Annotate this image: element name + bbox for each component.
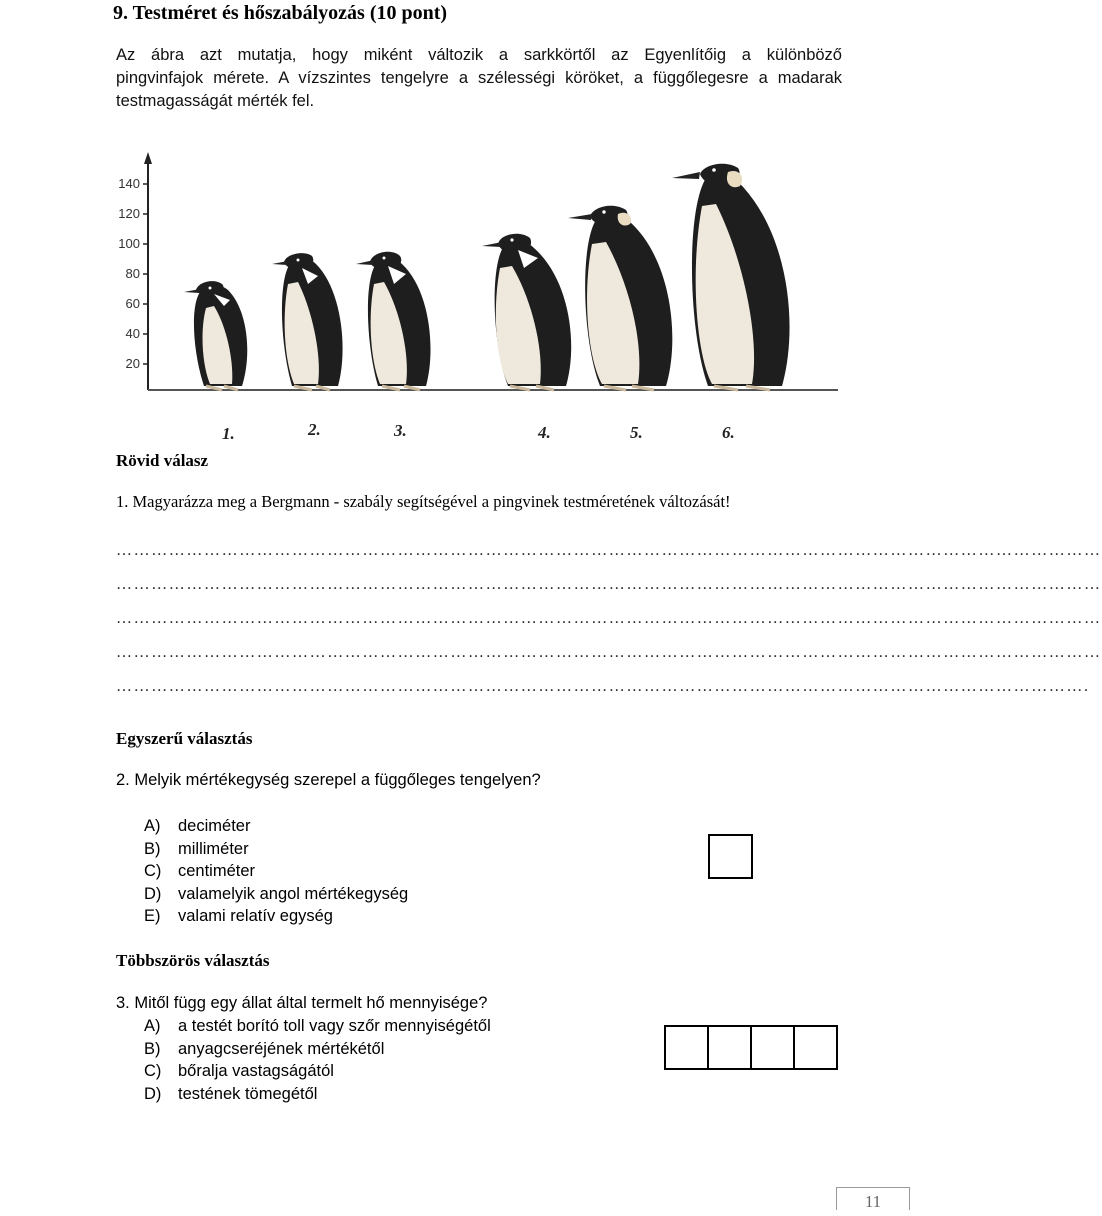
y-tick-label: 40 [125, 326, 140, 341]
option-item: B) anyagcseréjének mértékétől [144, 1039, 385, 1058]
penguin-label-3: 3. [394, 421, 407, 440]
answer-box-3-2[interactable] [707, 1025, 752, 1070]
y-tick-label: 60 [125, 296, 140, 311]
option-item: C) bőralja vastagságától [144, 1062, 334, 1080]
option-item: B) milliméter [144, 839, 249, 858]
y-tick-label: 120 [118, 206, 140, 221]
question-1: 1. Magyarázza meg a Bergmann - szabály segítségével a pingvinek testméretének változását! [116, 492, 731, 511]
penguin-label-5: 5. [630, 423, 643, 442]
section-heading-short-answer: Rövid válasz [116, 451, 209, 470]
page-number: 11 [836, 1187, 910, 1210]
penguin-6-illustration [672, 164, 790, 390]
penguin-4-illustration [482, 234, 571, 390]
y-axis-arrow-icon [144, 152, 152, 164]
section-heading-multiple-choice: Többszörös választás [116, 951, 270, 970]
intro-line-2: pingvinfajok mérete. A vízszintes tengelyre a szélességi köröket, a függőlegesre a madarak [116, 69, 842, 87]
answer-box-3-4[interactable] [793, 1025, 838, 1070]
intro-line-1: Az ábra azt mutatja, hogy miként változik a sarkkörtől az Egyenlítőig a különböző [116, 46, 842, 64]
options-list-2 [144, 815, 408, 928]
option-item: E) valami relatív egység [144, 907, 333, 925]
option-item: D) valamelyik angol mértékegység [144, 884, 409, 903]
penguin-2-illustration [272, 253, 343, 390]
answer-line[interactable]: …………………………………………………………………………………………………………………………………………………. [116, 678, 1090, 695]
penguin-3-illustration [356, 252, 431, 390]
y-tick-label: 80 [125, 266, 140, 281]
intro-line-3: testmagasságát mérték fel. [116, 92, 315, 110]
penguin-label-2: 2. [308, 420, 321, 439]
options-list-3 [144, 1015, 491, 1105]
option-item: A) deciméter [144, 817, 251, 835]
penguin-label-4: 4. [538, 423, 551, 442]
answer-boxes-3 [664, 1025, 838, 1070]
option-item: A) a testét borító toll vagy szőr mennyiségétől [144, 1017, 491, 1035]
y-tick-label: 100 [118, 236, 140, 251]
task-title: 9. Testméret és hőszabályozás (10 pont) [113, 2, 448, 24]
penguin-label-1: 1. [222, 424, 235, 443]
penguin-size-figure [110, 150, 850, 450]
answer-line[interactable]: …………………………………………………………………………………………………………………………………………………… [116, 542, 1102, 559]
option-item: D) testének tömegétől [144, 1084, 318, 1103]
penguin-1-illustration [184, 281, 247, 390]
y-tick-label: 20 [125, 356, 140, 371]
question-2: 2. Melyik mértékegység szerepel a függőleges tengelyen? [116, 771, 541, 789]
answer-line[interactable]: …………………………………………………………………………………………………………………………………………………… [116, 610, 1102, 627]
question-3: 3. Mitől függ egy állat által termelt hő mennyisége? [116, 994, 488, 1012]
section-heading-single-choice: Egyszerű választás [116, 729, 253, 748]
option-item: C) centiméter [144, 862, 256, 880]
penguin-label-6: 6. [722, 423, 735, 442]
answer-line[interactable]: …………………………………………………………………………………………………………………………………………………… [116, 576, 1102, 593]
intro-text [116, 44, 842, 113]
answer-line[interactable]: …………………………………………………………………………………………………………………………………………………… [116, 644, 1102, 661]
answer-box-3-3[interactable] [750, 1025, 795, 1070]
penguin-5-illustration [568, 206, 672, 390]
answer-box-3-1[interactable] [664, 1025, 709, 1070]
y-tick-label: 140 [118, 176, 140, 191]
answer-box-2[interactable] [708, 834, 753, 879]
